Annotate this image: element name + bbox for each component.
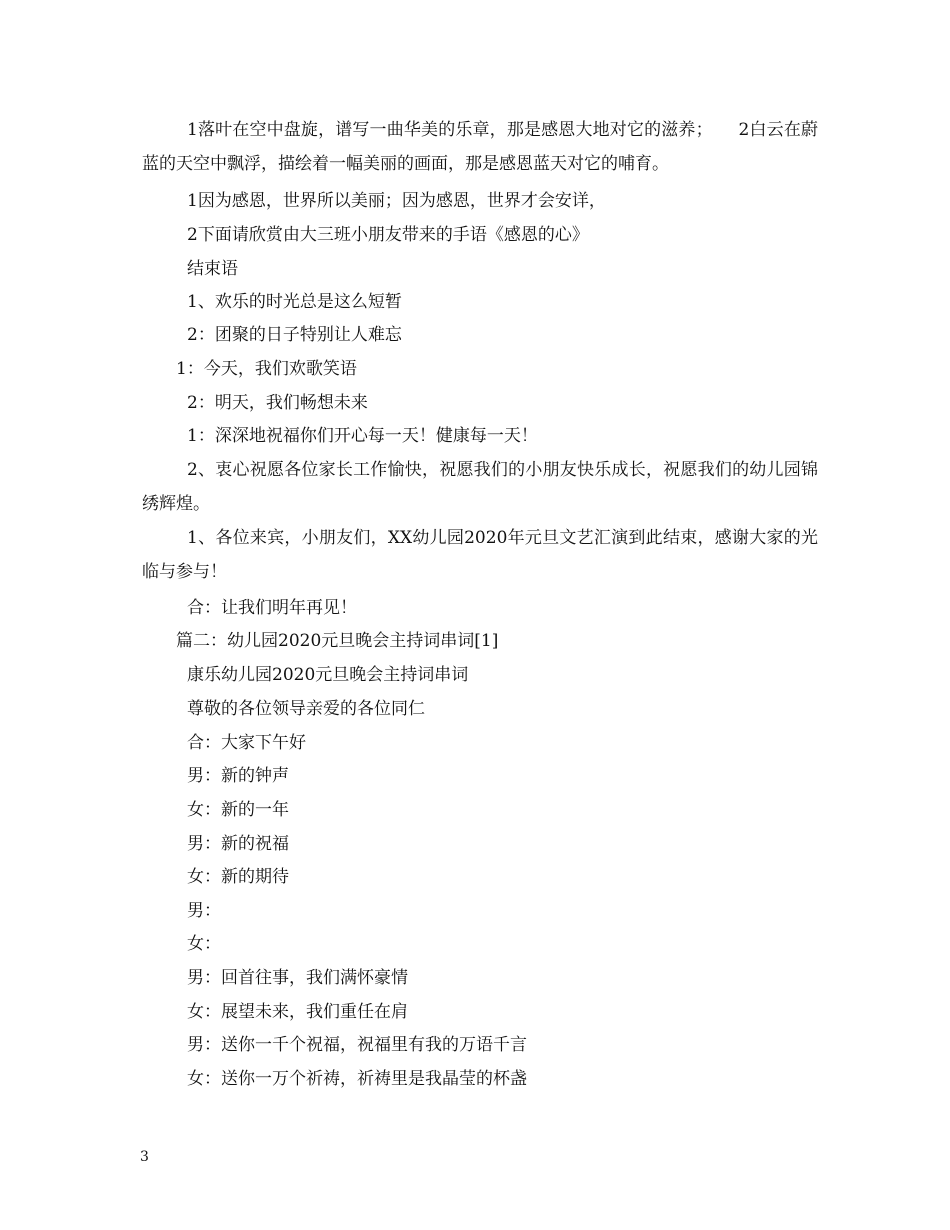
paragraph: 1：今天，我们欢歌笑语 <box>176 359 357 379</box>
paragraph: 男：送你一千个祝福，祝福里有我的万语千言 <box>187 1035 527 1055</box>
paragraph: 1因为感恩，世界所以美丽；因为感恩，世界才会安详， <box>187 191 606 211</box>
paragraph: 1、欢乐的时光总是这么短暂 <box>187 292 402 312</box>
paragraph: 男： <box>187 901 221 921</box>
paragraph: 女： <box>187 934 221 954</box>
paragraph: 合：大家下午好 <box>187 733 306 753</box>
paragraph: 合：让我们明年再见！ <box>187 598 357 618</box>
paragraph: 女：送你一万个祈祷，祈祷里是我晶莹的杯盏 <box>187 1069 527 1089</box>
paragraph: 2：团聚的日子特别让人难忘 <box>187 325 402 345</box>
paragraph: 男：新的祝福 <box>187 834 289 854</box>
paragraph: 康乐幼儿园2020元旦晚会主持词串词 <box>187 665 469 685</box>
paragraph: 女：展望未来，我们重任在肩 <box>187 1002 408 1022</box>
paragraph: 1落叶在空中盘旋，谱写一曲华美的乐章，那是感恩大地对它的滋养； 2白云在蔚蓝的天空中飘浮，描绘着一幅美丽的画面，那是感恩蓝天对它的哺育。 <box>142 120 818 174</box>
paragraph: 女：新的期待 <box>187 867 289 887</box>
paragraph: 男：新的钟声 <box>187 766 289 786</box>
paragraph: 1：深深地祝福你们开心每一天！健康每一天！ <box>187 426 538 446</box>
paragraph: 尊敬的各位领导亲爱的各位同仁 <box>187 699 425 719</box>
paragraph: 男：回首往事，我们满怀豪情 <box>187 968 408 988</box>
paragraph: 1、各位来宾，小朋友们，XX幼儿园2020年元旦文艺汇演到此结束，感谢大家的光临与参与！ <box>142 528 818 582</box>
page-number: 3 <box>140 1149 149 1165</box>
paragraph: 2下面请欣赏由大三班小朋友带来的手语《感恩的心》 <box>187 225 589 245</box>
paragraph: 2：明天，我们畅想未来 <box>187 393 368 413</box>
paragraph: 女：新的一年 <box>187 800 289 820</box>
section-heading: 结束语 <box>187 259 238 279</box>
paragraph: 2、衷心祝愿各位家长工作愉快，祝愿我们的小朋友快乐成长，祝愿我们的幼儿园锦绣辉煌。 <box>142 460 818 514</box>
section-heading: 篇二：幼儿园2020元旦晚会主持词串词[1] <box>176 631 499 651</box>
